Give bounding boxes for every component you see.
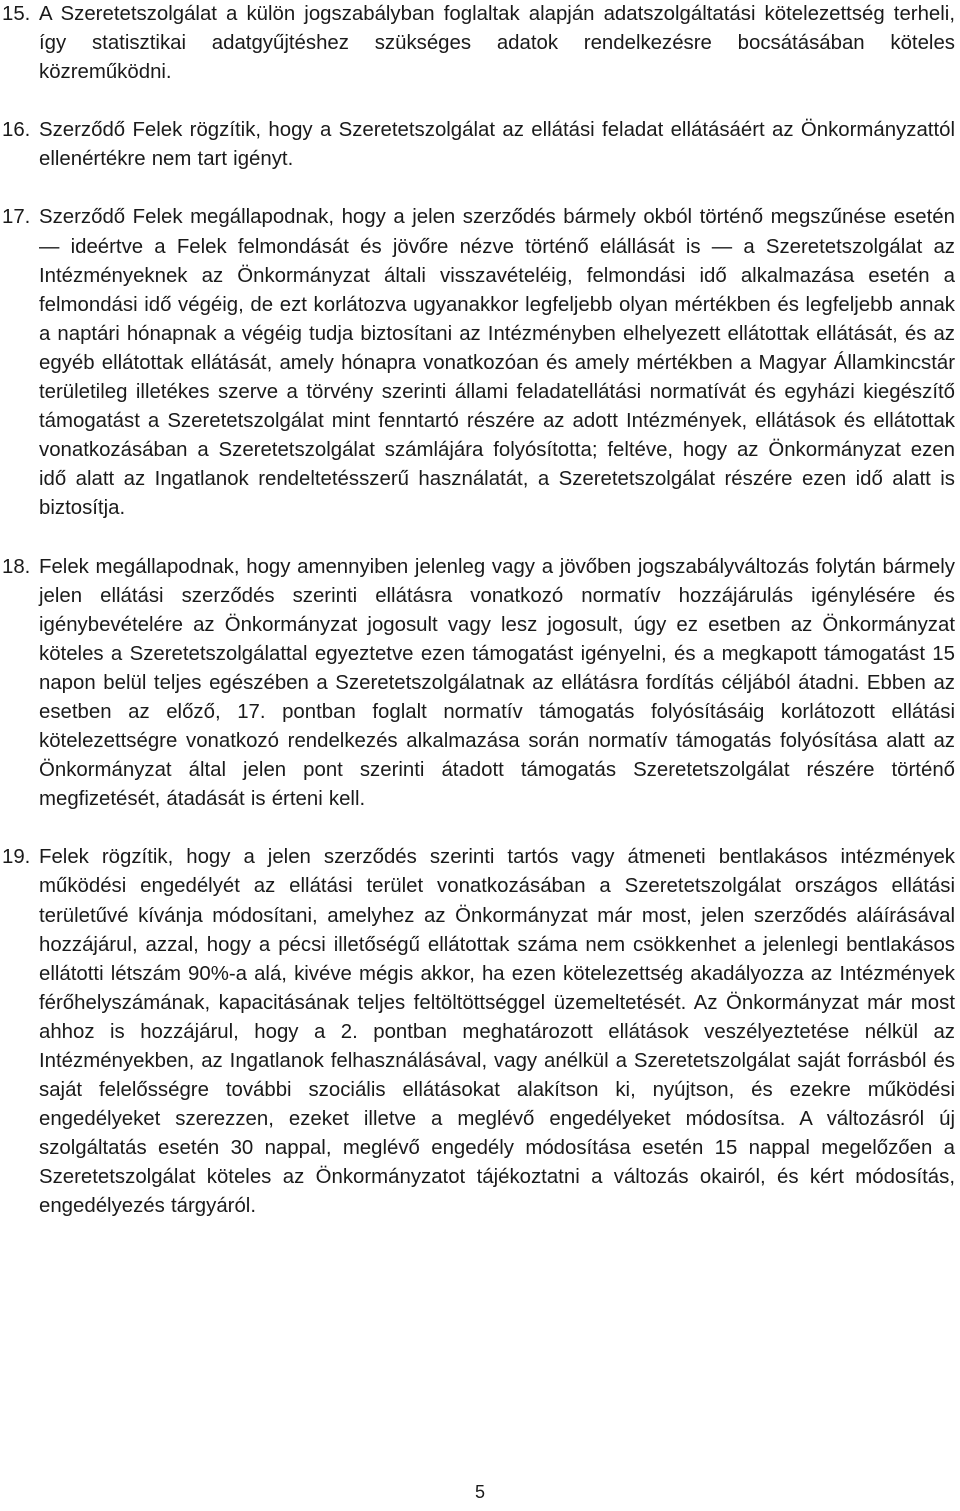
- item-text: Felek rögzítik, hogy a jelen szerződés szerinti tartós vagy átmeneti bentlakásos intézmények működési engedélyét az ellátási terület vonatkozásában a Szeretetszolgálat országos ellátási területűvé kívánja módosítani, amelyhez az Önkormányzat már most, jelen szerződés aláírásával hozzájárul, azzal, hogy a pécsi illetőségű ellátottak száma nem csökkenhet a jelenlegi bentlakásos ellátotti létszám 90%-a alá, kivéve mégis akkor, ha ezen kötelezettség akadályozza az Intézmények férőhelyszámának, kapacitásának teljes feltöltöttséggel üzemeltetését. Az Önkormányzat már most ahhoz is hozzájárul, hogy a 2. pontban meghatározott ellátások veszélyeztetése nélkül az Intézményekben, az Ingatlanok felhasználásával, vagy anélkül a Szeretetszolgálat saját forrásból és saját felelősségre további szociális ellátásokat alakítson ki, nyújtson, és ezekre működési engedélyeket szerezzen, ezeket illetve a meglévő engedélyeket módosítsa. A változásról új szolgáltatás esetén 30 nappal, meglévő engedély módosítása esetén 15 nappal megelőzően a Szeretetszolgálat köteles az Önkormányzatot tájékoztatni a változás okairól, és kért módosítás, engedélyezés tárgyáról.: [39, 846, 955, 1218]
- item-text: Szerződő Felek rögzítik, hogy a Szeretetszolgálat az ellátási feladat ellátásáért az Önkormányzattól ellenértékre nem tart igényt.: [39, 119, 955, 171]
- item-number: 18.: [2, 555, 31, 578]
- list-item: [2, 116, 955, 174]
- item-text: Felek megállapodnak, hogy amennyiben jelenleg vagy a jövőben jogszabályváltozás folytán bármely jelen ellátási szerződés szerinti ellátásra vonatkozó normatív hozzájárulás igénylésére és igénybevételére az Önkormányzat jogosult vagy lesz jogosult, úgy ez esetben az Önkormányzat köteles a Szeretetszolgálattal egyeztetve ezen támogatást igényelni, és a megkapott támogatást 15 napon belül teljes egészében a Szeretetszolgálatnak az ellátásra fordítás céljából átadni. Ebben az esetben az előző, 17. pontban foglalt normatív támogatás folyósításáig korlátozott ellátási kötelezettségre vonatkozó rendelkezés alkalmazása során normatív támogatás folyósítása alatt az Önkormányzat által jelen pont szerinti átadott támogatás Szeretetszolgálat részére történő megfizetését, átadását is érteni kell.: [39, 555, 955, 811]
- page-number: 5: [474, 1482, 485, 1502]
- list-item: [2, 0, 955, 87]
- item-text: Szerződő Felek megállapodnak, hogy a jelen szerződés bármely okból történő megszűnése esetén ― ideértve a Felek felmondását és jövőre nézve történő elállását is ― a Szeretetszolgálat az Intézményeknek az Önkormányzat általi visszavételéig, felmondási idő alkalmazása esetén a felmondási idő végéig, de ezt korlátozva ugyanakkor legfeljebb olyan mértékben és legfeljebb annak a naptári hónapnak a végéig tudja biztosítani az Intézményben elhelyezett ellátottak ellátását, és az egyéb ellátottak ellátását, amely hónapra vonatkozóan és amely mértékben a Magyar Államkincstár területileg illetékes szerve a törvény szerinti állami feladatellátási normatívát és egyházi kiegészítő támogatást a Szeretetszolgálat mint fenntartó részére az adott Intézmények, ellátások és ellátottak vonatkozásában a Szeretetszolgálat számlájára folyósította; feltéve, hogy az Önkormányzat ezen idő alatt az Ingatlanok rendeltetésszerű használatát, a Szeretetszolgálat részére ezen idő alatt is biztosítja.: [39, 206, 955, 520]
- item-number: 19.: [2, 846, 31, 869]
- list-item: [2, 553, 955, 815]
- document-body: [2, 0, 955, 1222]
- item-number: 17.: [2, 206, 31, 229]
- list-item: [2, 203, 955, 523]
- item-number: 16.: [2, 119, 31, 142]
- item-text: A Szeretetszolgálat a külön jogszabályban foglaltak alapján adatszolgáltatási kötelezettség terheli, így statisztikai adatgyűjtéshez szükséges adatok rendelkezésre bocsátásában köteles közreműködni.: [39, 3, 955, 84]
- list-item: [2, 843, 955, 1221]
- item-number: 15.: [2, 3, 31, 25]
